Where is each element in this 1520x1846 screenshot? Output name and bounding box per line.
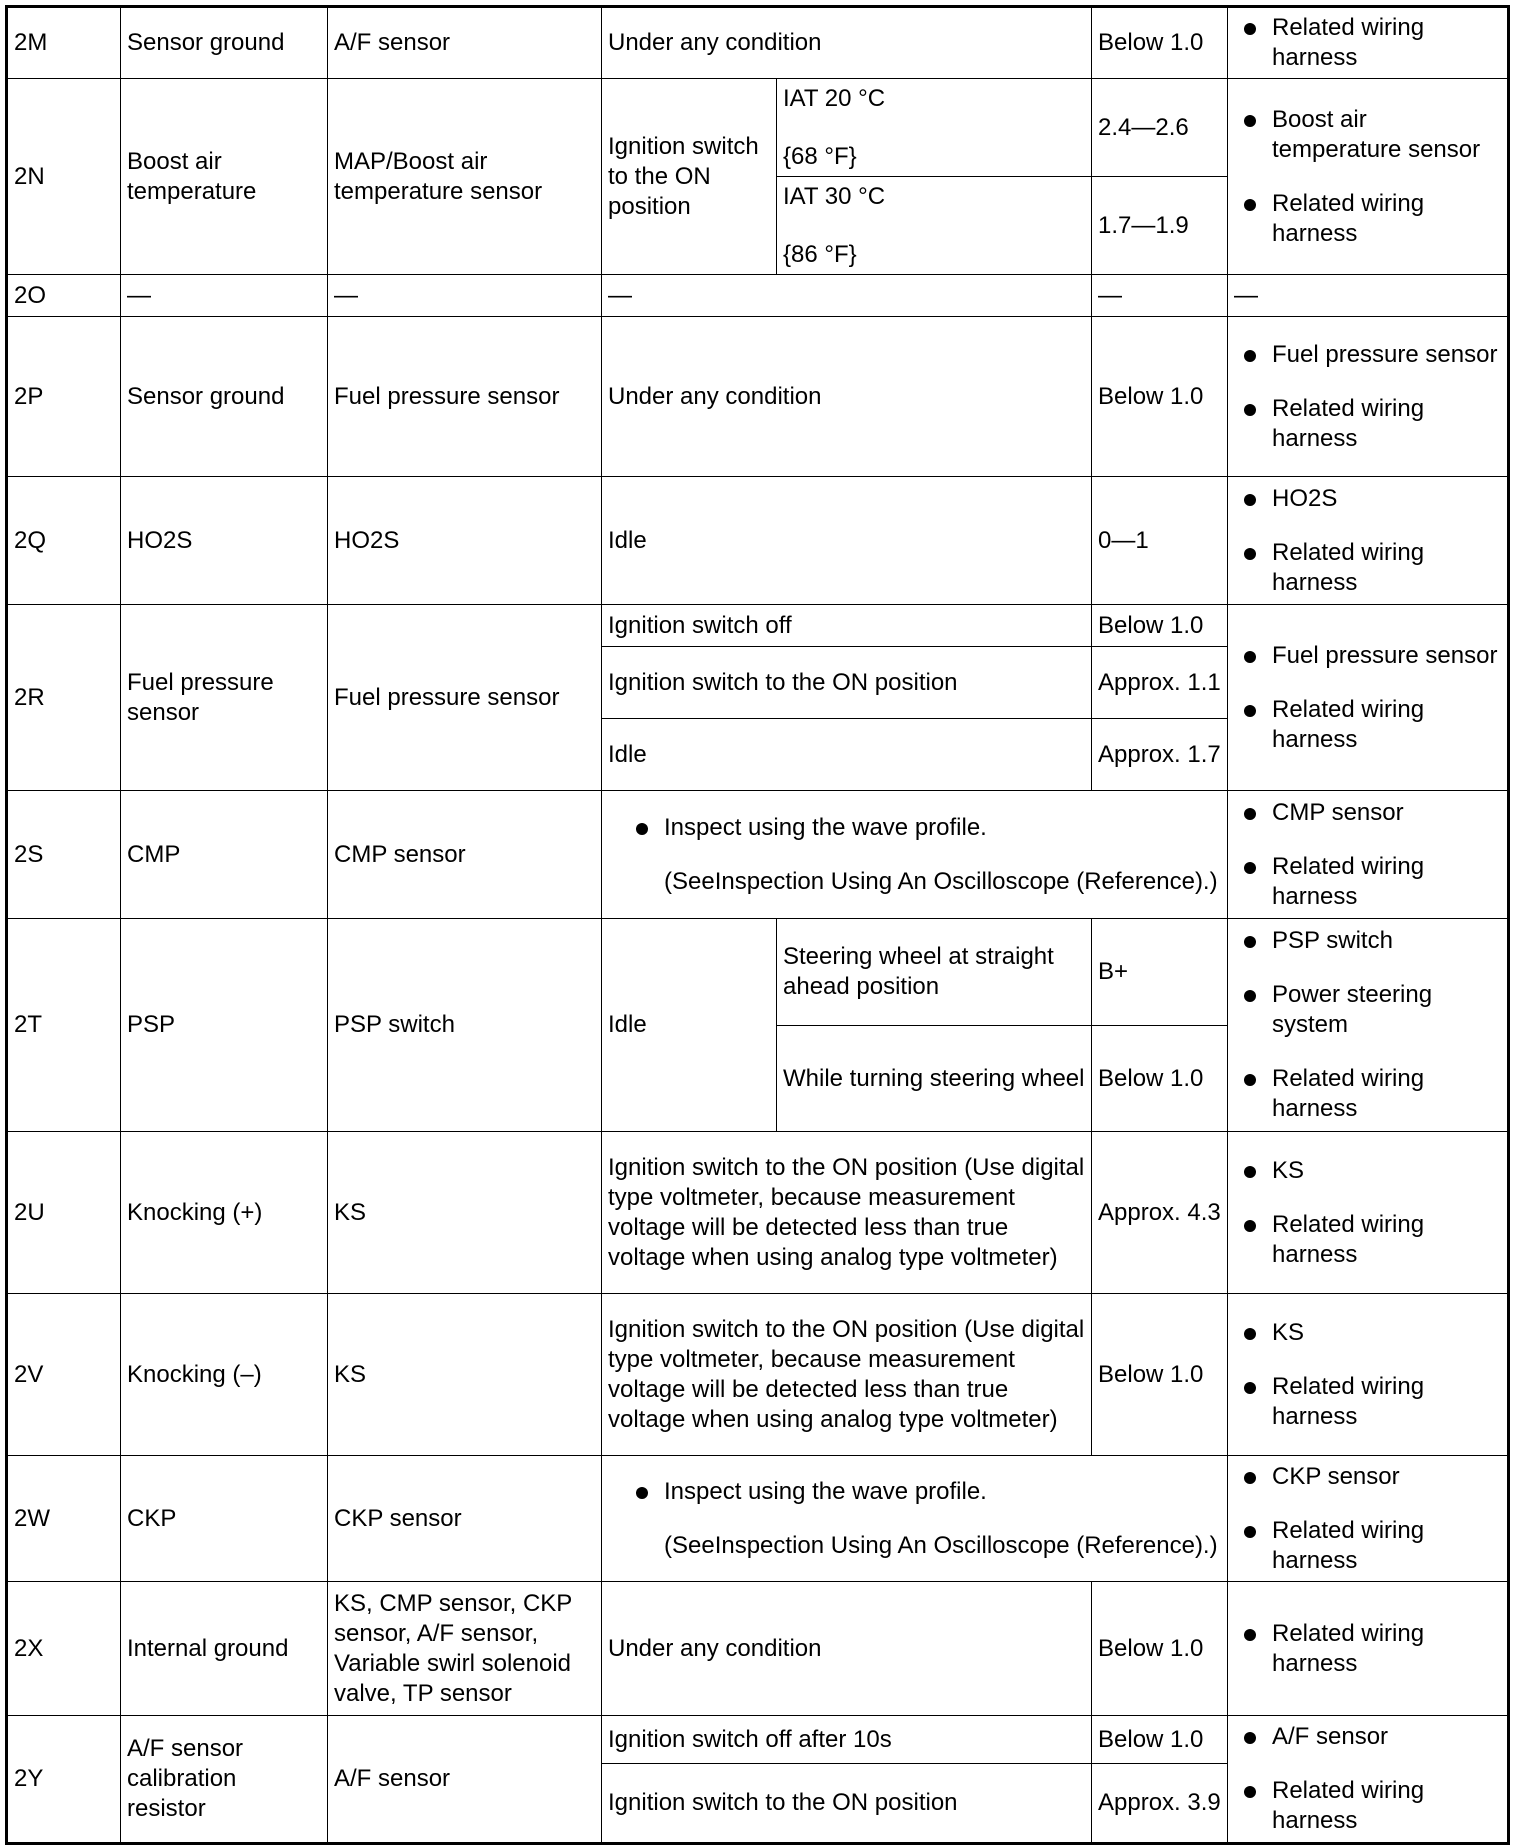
signal-cell: A/F sensor calibration resistor [121, 1716, 328, 1844]
terminal-cell: 2W [7, 1456, 121, 1582]
terminal-cell: 2Q [7, 477, 121, 605]
subcondition-line: IAT 20 °C [783, 84, 886, 112]
condition-cell: Idle [602, 477, 1092, 605]
condition-cell: Ignition switch to the ON position [602, 647, 1092, 719]
action-cell [1228, 605, 1509, 791]
condition-cell: Ignition switch off after 10s [602, 1716, 1092, 1764]
table-row [7, 477, 1509, 605]
inspection-note-cell [602, 1456, 1228, 1582]
signal-cell: Knocking (+) [121, 1132, 328, 1294]
voltage-cell: 1.7—1.9 [1092, 177, 1228, 275]
action-item: HO2S [1272, 484, 1501, 514]
connected-to-cell: KS [328, 1294, 602, 1456]
subcondition-cell: While turning steering wheel [777, 1026, 1092, 1132]
subcondition-cell: Steering wheel at straight ahead position [777, 919, 1092, 1026]
signal-cell: Boost air temperature [121, 79, 328, 275]
inspection-note-cell [602, 791, 1228, 919]
action-cell [1228, 1132, 1509, 1294]
condition-cell: — [602, 275, 1092, 317]
voltage-cell: Below 1.0 [1092, 1294, 1228, 1456]
table-row [7, 275, 1509, 317]
condition-cell: Idle [602, 919, 777, 1132]
table-row [7, 79, 1509, 177]
action-item: Related wiring harness [1272, 1064, 1501, 1124]
subcondition-line: IAT 30 °C [783, 182, 886, 210]
connected-to-cell: HO2S [328, 477, 602, 605]
action-item: Power steering system [1272, 980, 1501, 1040]
connected-to-cell: KS, CMP sensor, CKP sensor, A/F sensor, Variable swirl solenoid valve, TP sensor [328, 1582, 602, 1716]
table-row [7, 605, 1509, 647]
condition-cell: Ignition switch to the ON position (Use digital type voltmeter, because measurement voltage will be detected less than true voltage when using analog type voltmeter) [602, 1294, 1092, 1456]
action-item: Related wiring harness [1272, 1372, 1501, 1432]
condition-cell: Under any condition [602, 7, 1092, 79]
action-item: Related wiring harness [1272, 852, 1501, 912]
terminal-cell: 2P [7, 317, 121, 477]
voltage-cell: Below 1.0 [1092, 1716, 1228, 1764]
action-item: A/F sensor [1272, 1722, 1501, 1752]
action-item: Boost air temperature sensor [1272, 105, 1501, 165]
action-item: Related wiring harness [1272, 538, 1501, 598]
condition-cell: Ignition switch to the ON position [602, 79, 777, 275]
table-row [7, 791, 1509, 919]
table-row [7, 1582, 1509, 1716]
table-row [7, 1132, 1509, 1294]
signal-cell: Sensor ground [121, 317, 328, 477]
terminal-cell: 2X [7, 1582, 121, 1716]
action-cell [1228, 791, 1509, 919]
condition-cell: Under any condition [602, 317, 1092, 477]
action-item: Related wiring harness [1272, 1210, 1501, 1270]
voltage-cell: 0—1 [1092, 477, 1228, 605]
table-row [7, 919, 1509, 1026]
connected-to-cell: PSP switch [328, 919, 602, 1132]
terminal-cell: 2V [7, 1294, 121, 1456]
signal-cell: Sensor ground [121, 7, 328, 79]
terminal-cell: 2O [7, 275, 121, 317]
connected-to-cell: Fuel pressure sensor [328, 605, 602, 791]
terminal-table-container [5, 5, 1510, 1845]
signal-cell: CMP [121, 791, 328, 919]
condition-cell: Ignition switch to the ON position (Use digital type voltmeter, because measurement voltage will be detected less than true voltage when using analog type voltmeter) [602, 1132, 1092, 1294]
signal-cell: Knocking (–) [121, 1294, 328, 1456]
action-cell: — [1228, 275, 1509, 317]
terminal-cell: 2Y [7, 1716, 121, 1844]
action-item: CMP sensor [1272, 798, 1501, 828]
action-item: Related wiring harness [1272, 189, 1501, 249]
voltage-cell: Below 1.0 [1092, 317, 1228, 477]
action-cell [1228, 1582, 1509, 1716]
signal-cell: Fuel pressure sensor [121, 605, 328, 791]
voltage-cell: Approx. 4.3 [1092, 1132, 1228, 1294]
connected-to-cell: CMP sensor [328, 791, 602, 919]
action-item: Related wiring harness [1272, 1776, 1501, 1836]
action-item: Related wiring harness [1272, 1619, 1501, 1679]
voltage-cell: 2.4—2.6 [1092, 79, 1228, 177]
action-cell [1228, 1294, 1509, 1456]
action-item: Related wiring harness [1272, 13, 1501, 73]
terminal-cell: 2T [7, 919, 121, 1132]
condition-cell: Idle [602, 719, 1092, 791]
table-row [7, 1716, 1509, 1764]
action-cell [1228, 477, 1509, 605]
reference-note: (SeeInspection Using An Oscilloscope (Reference).) [664, 867, 1218, 895]
condition-cell: Ignition switch to the ON position [602, 1764, 1092, 1844]
action-item: CKP sensor [1272, 1462, 1501, 1492]
action-item: KS [1272, 1156, 1501, 1186]
subcondition-line: {68 °F} [783, 142, 857, 170]
signal-cell: PSP [121, 919, 328, 1132]
action-cell [1228, 1456, 1509, 1582]
voltage-cell: Below 1.0 [1092, 1026, 1228, 1132]
connected-to-cell: A/F sensor [328, 7, 602, 79]
terminal-cell: 2M [7, 7, 121, 79]
voltage-cell: Approx. 1.7 [1092, 719, 1228, 791]
action-cell [1228, 1716, 1509, 1844]
condition-cell: Under any condition [602, 1582, 1092, 1716]
voltage-cell: Below 1.0 [1092, 605, 1228, 647]
terminal-cell: 2N [7, 79, 121, 275]
connected-to-cell: A/F sensor [328, 1716, 602, 1844]
connected-to-cell: KS [328, 1132, 602, 1294]
table-row [7, 317, 1509, 477]
connected-to-cell: — [328, 275, 602, 317]
subcondition-cell [777, 177, 1092, 275]
voltage-cell: Below 1.0 [1092, 7, 1228, 79]
voltage-cell: B+ [1092, 919, 1228, 1026]
action-item: KS [1272, 1318, 1501, 1348]
action-cell [1228, 919, 1509, 1132]
action-item: PSP switch [1272, 926, 1501, 956]
terminal-cell: 2U [7, 1132, 121, 1294]
connected-to-cell: Fuel pressure sensor [328, 317, 602, 477]
terminal-cell: 2R [7, 605, 121, 791]
action-cell [1228, 317, 1509, 477]
action-item: Fuel pressure sensor [1272, 641, 1501, 671]
subcondition-line: {86 °F} [783, 240, 857, 268]
action-cell [1228, 79, 1509, 275]
subcondition-cell [777, 79, 1092, 177]
action-item: Related wiring harness [1272, 695, 1501, 755]
signal-cell: — [121, 275, 328, 317]
table-row [7, 7, 1509, 79]
condition-cell: Ignition switch off [602, 605, 1092, 647]
terminal-voltage-table [5, 5, 1510, 1845]
signal-cell: HO2S [121, 477, 328, 605]
action-cell [1228, 7, 1509, 79]
voltage-cell: Approx. 1.1 [1092, 647, 1228, 719]
terminal-cell: 2S [7, 791, 121, 919]
action-item: Related wiring harness [1272, 394, 1501, 454]
action-item: Related wiring harness [1272, 1516, 1501, 1576]
voltage-cell: Below 1.0 [1092, 1582, 1228, 1716]
table-row [7, 1456, 1509, 1582]
connected-to-cell: CKP sensor [328, 1456, 602, 1582]
connected-to-cell: MAP/Boost air temperature sensor [328, 79, 602, 275]
signal-cell: CKP [121, 1456, 328, 1582]
voltage-cell: Approx. 3.9 [1092, 1764, 1228, 1844]
inspection-note: Inspect using the wave profile. [664, 813, 1221, 843]
table-row [7, 1294, 1509, 1456]
reference-note: (SeeInspection Using An Oscilloscope (Reference).) [664, 1531, 1218, 1559]
action-item: Fuel pressure sensor [1272, 340, 1501, 370]
voltage-cell: — [1092, 275, 1228, 317]
signal-cell: Internal ground [121, 1582, 328, 1716]
inspection-note: Inspect using the wave profile. [664, 1477, 1221, 1507]
